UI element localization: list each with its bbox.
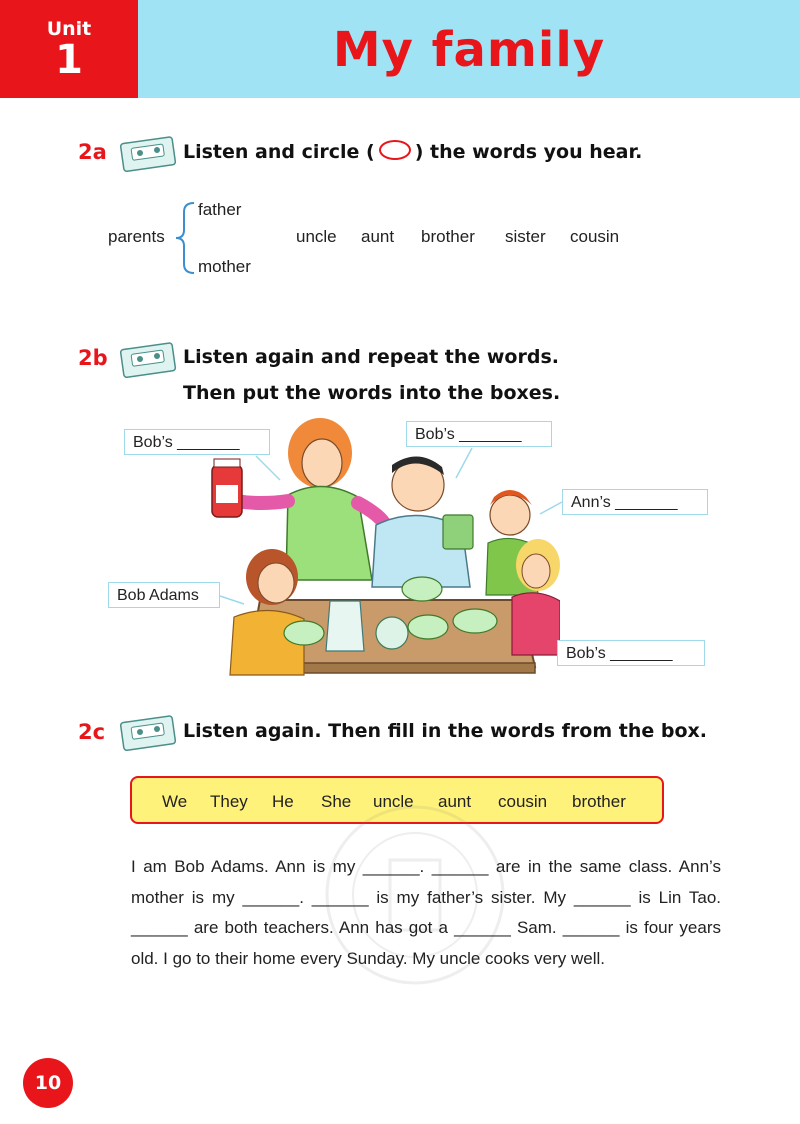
word-bank-item: He — [272, 792, 294, 811]
page-title: My family — [332, 22, 606, 78]
word-uncle: uncle — [296, 227, 337, 246]
title-bar — [138, 0, 800, 98]
unit-badge — [0, 0, 138, 98]
label-box-left-middle: Bob Adams — [108, 582, 220, 608]
word-bank-item: She — [321, 792, 352, 811]
label-box-top-center: Bob’s _______ — [406, 421, 552, 447]
instruction-2b-line1: Listen again and repeat the words. — [183, 346, 559, 368]
instruction-2a-before: Listen and circle ( — [183, 141, 375, 163]
circle-oval-icon — [379, 140, 411, 160]
unit-label: Unit — [46, 18, 92, 40]
word-cousin: cousin — [570, 227, 620, 246]
word-brother: brother — [421, 227, 475, 246]
pointer-line — [450, 446, 480, 482]
word-bank-item: We — [162, 792, 188, 811]
unit-number: 1 — [55, 37, 83, 83]
word-bank-item: cousin — [498, 792, 548, 811]
word-bank-item: brother — [572, 792, 626, 811]
brace-icon — [172, 200, 198, 276]
word-father: father — [198, 200, 242, 219]
instruction-2a — [183, 140, 642, 163]
word-bank-item: aunt — [438, 792, 472, 811]
section-number-2c: 2c — [78, 720, 106, 744]
passage-text — [131, 852, 721, 974]
label-box-right-upper: Ann’s _______ — [562, 489, 708, 515]
instruction-2a-after: ) the words you hear. — [414, 141, 643, 163]
passage-paragraph: I am Bob Adams. Ann is my ______. ______ are in the same class. Ann’s mother is my ______. ______ is my father’s sister. My ______ is Lin Tao. ______ are both teachers. Ann has got a ______ Sam. ______ is four years old. I go to their home every Sunday. My uncle cooks very well. — [131, 857, 721, 968]
pointer-line — [536, 498, 566, 518]
word-parents: parents — [108, 227, 165, 246]
page-number: 10 — [23, 1058, 73, 1108]
instruction-2b-line2: Then put the words into the boxes. — [183, 382, 561, 404]
word-mother: mother — [198, 257, 251, 276]
word-aunt: aunt — [361, 227, 395, 246]
cassette-icon — [120, 134, 178, 172]
label-box-top-left: Bob’s _______ — [124, 429, 270, 455]
pointer-line — [250, 454, 286, 484]
section-number-2b: 2b — [78, 346, 108, 370]
cassette-icon — [120, 340, 178, 378]
pointer-line — [218, 590, 248, 610]
label-box-right-lower: Bob’s _______ — [557, 640, 705, 666]
instruction-2c: Listen again. Then fill in the words from the box. — [183, 720, 707, 742]
cassette-icon — [120, 713, 178, 751]
word-bank-item: uncle — [373, 792, 414, 811]
word-bank-item: They — [210, 792, 248, 811]
word-sister: sister — [505, 227, 546, 246]
section-number-2a: 2a — [78, 140, 107, 164]
